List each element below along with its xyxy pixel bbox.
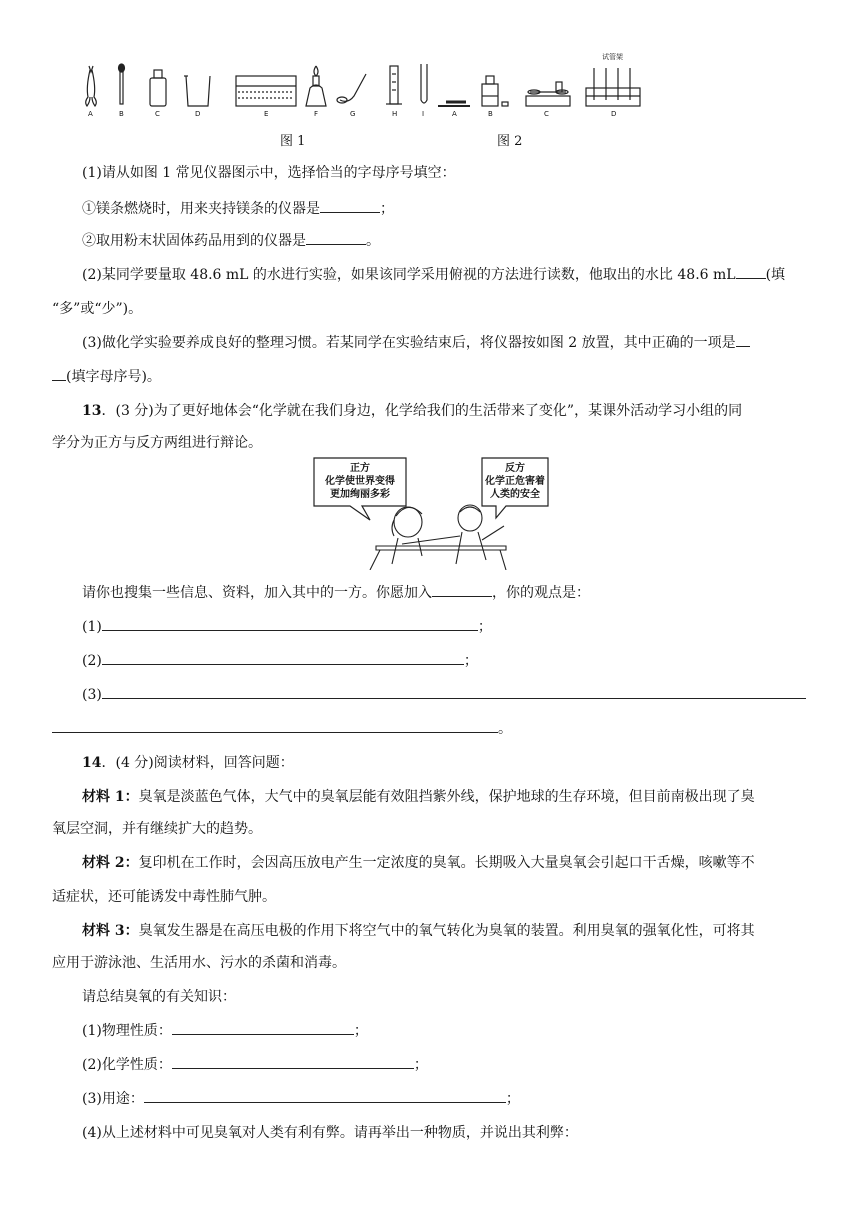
answer-blank[interactable]: [306, 230, 366, 245]
fig1-letter-g: G: [350, 110, 356, 118]
fig2-c-drawing: [526, 82, 570, 106]
q12-part1b: ②取用粉末状固体药品用到的仪器是 。: [82, 230, 380, 250]
fig2-rack-label: 试管架: [602, 53, 623, 61]
fig1-letter-h: H: [392, 110, 398, 118]
use-blank[interactable]: [144, 1088, 506, 1103]
q13-prompt: 请你也搜集一些信息、资料，加入其中的一方。你愿加入 ，你的观点是：: [82, 582, 590, 602]
right-bubble-line3: 人类的安全: [490, 489, 540, 500]
q14-material3-line2: 应用于游泳池、生活用水、污水的杀菌和消毒。: [52, 955, 346, 971]
q12-part3-line1: (3)做化学实验要养成良好的整理习惯。若某同学在实验结束后，将仪器按如图 2 放置，其中正确的一项是: [82, 332, 750, 352]
fig2-a-drawing: [438, 102, 470, 106]
fig2-letter-c: C: [544, 110, 549, 118]
right-bubble-line1: 反方: [505, 463, 525, 474]
viewpoint-blank[interactable]: [102, 650, 464, 665]
chemical-property-blank[interactable]: [172, 1054, 414, 1069]
question-number: 14: [82, 755, 102, 771]
fig1-letter-a: A: [88, 110, 93, 118]
viewpoint-blank[interactable]: [52, 718, 498, 733]
water-trough-drawing: [236, 76, 296, 106]
answer-blank[interactable]: [52, 366, 66, 381]
fig2-d-drawing: [586, 68, 640, 106]
alcohol-lamp-drawing: [306, 66, 326, 106]
right-bubble-line2: 化学正危害着: [485, 476, 545, 487]
fig1-letter-i: I: [422, 110, 425, 118]
q14-s2: (2)化学性质： ；: [82, 1054, 428, 1074]
debate-illustration: [310, 456, 550, 570]
q12-part3-line2: (填字母序号)。: [52, 366, 161, 386]
physical-property-blank[interactable]: [172, 1020, 354, 1035]
viewpoint-blank[interactable]: [102, 616, 478, 631]
question-number: 13: [82, 403, 102, 419]
fig2-letter-a: A: [452, 110, 457, 118]
fig1-letter-c: C: [155, 110, 160, 118]
q14-title: 14．(4 分)阅读材料，回答问题：: [82, 755, 294, 771]
test-tube-drawing: [421, 64, 427, 103]
q14-material2-line2: 适症状，还可能诱发中毒性肺气肿。: [52, 889, 276, 905]
apparatus-figures: [78, 52, 658, 122]
fig2-caption: 图 2: [497, 134, 523, 149]
q14-material3-line1: 材料 3：臭氧发生器是在高压电极的作用下将空气中的氧气转化为臭氧的装置。利用臭氧的强氧化性，可将其: [82, 923, 755, 939]
q14-material1-line2: 氧层空洞，并有继续扩大的趋势。: [52, 821, 262, 837]
q13-line2: 学分为正方与反方两组进行辩论。: [52, 435, 262, 451]
fig1-letter-b: B: [119, 110, 124, 118]
answer-blank[interactable]: [736, 332, 750, 347]
q13-item3-cont: 。: [52, 718, 512, 738]
fig1-letter-f: F: [314, 110, 319, 118]
q14-material2-line1: 材料 2：复印机在工作时，会因高压放电产生一定浓度的臭氧。长期吸入大量臭氧会引起口干舌燥，咳嗽等不: [82, 855, 755, 871]
q13-item2: (2) ；: [82, 650, 478, 670]
fig2-letter-d: D: [611, 110, 617, 118]
left-bubble-line2: 化学使世界变得: [325, 476, 395, 487]
q14-material1-line1: 材料 1：臭氧是淡蓝色气体，大气中的臭氧层能有效阻挡紫外线，保护地球的生存环境，但目前南极出现了臭: [82, 789, 755, 805]
spoon-g-drawing: [337, 74, 366, 103]
medicine-spoon-drawing: [119, 64, 125, 104]
q12-part2-line2: “多”或“少”)。: [52, 301, 143, 317]
q14-s4: (4)从上述材料中可见臭氧对人类有利有弊。请再举出一种物质，并说出其利弊：: [82, 1125, 578, 1141]
q12-part1a: ①镁条燃烧时，用来夹持镁条的仪器是 ；: [82, 198, 394, 218]
q12-part1: (1)请从如图 1 常见仪器图示中，选择恰当的字母序号填空：: [82, 165, 456, 181]
beaker-drawing: [184, 76, 210, 106]
fig1-caption: 图 1: [280, 134, 306, 149]
viewpoint-blank[interactable]: [102, 684, 806, 699]
side-answer-blank[interactable]: [432, 582, 492, 597]
graduated-cylinder-drawing: [386, 66, 402, 104]
fig1-letter-d: D: [195, 110, 201, 118]
fig2-b-drawing: [482, 76, 508, 106]
q14-s1: (1)物理性质： ；: [82, 1020, 368, 1040]
q14-s3: (3)用途： ；: [82, 1088, 520, 1108]
answer-blank[interactable]: [736, 264, 766, 279]
q14-summary: 请总结臭氧的有关知识：: [82, 989, 236, 1005]
answer-blank[interactable]: [320, 198, 380, 213]
q13-item1: (1) ；: [82, 616, 492, 636]
crucible-tongs-drawing: [86, 66, 97, 106]
reagent-bottle-drawing: [150, 70, 166, 106]
q13-line1: 13．(3 分)为了更好地体会“化学就在我们身边，化学给我们的生活带来了变化”，某课外活动学习小组的同: [82, 403, 743, 419]
left-bubble-line1: 正方: [350, 463, 370, 474]
fig2-letter-b: B: [488, 110, 493, 118]
fig1-letter-e: E: [264, 110, 269, 118]
left-bubble-line3: 更加绚丽多彩: [330, 489, 390, 500]
q13-item3: (3): [82, 684, 806, 703]
q12-part2-line1: (2)某同学要量取 48.6 mL 的水进行实验，如果该同学采用俯视的方法进行读数，他取出的水比 48.6 mL (填: [82, 264, 785, 284]
